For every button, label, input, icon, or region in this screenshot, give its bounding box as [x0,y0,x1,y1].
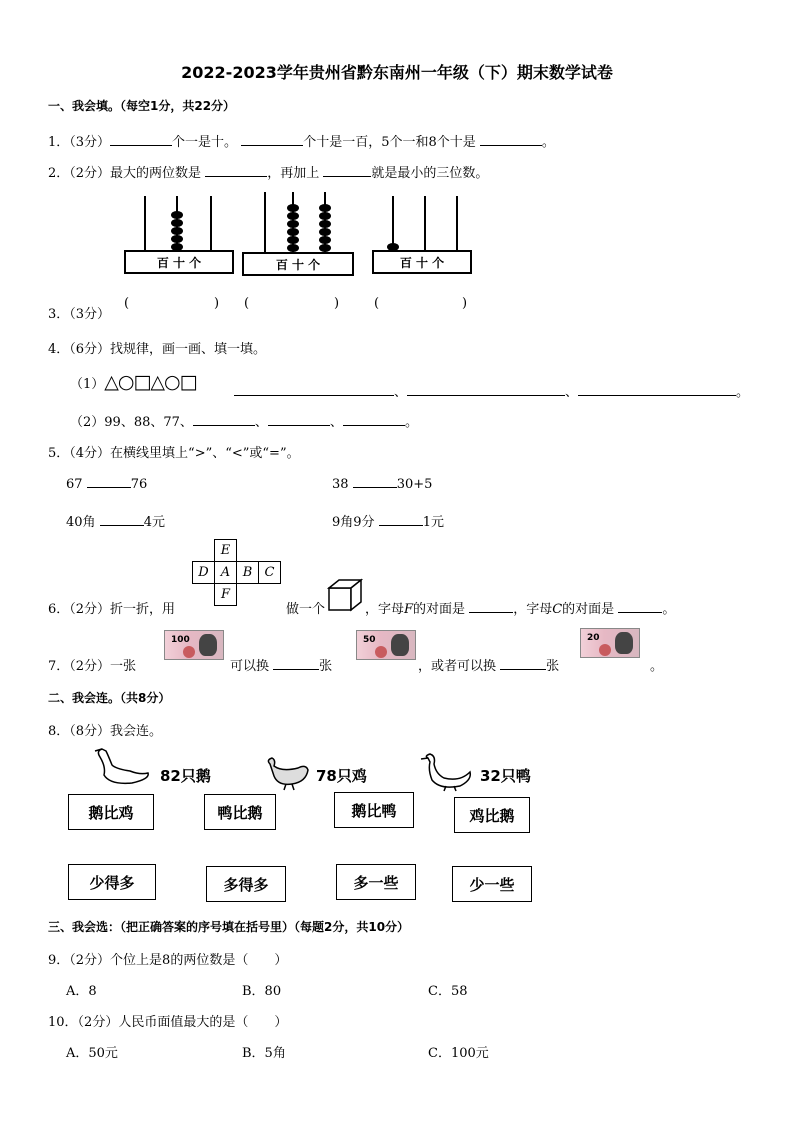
q3-answer-1-open: ( [124,296,130,311]
question-10: 10．（2分）人民币面值最大的是（ ） [48,1015,288,1030]
q6-t1: 做一个 [286,602,326,617]
q5-d-blank[interactable] [379,514,423,526]
q5-b-left: 38 [332,477,349,492]
q6-letter-f: F [404,602,414,617]
q7-middle [230,655,332,674]
q3-answer-3-open: ( [374,296,380,311]
q1-blank-3[interactable] [480,134,542,146]
q2-text-0: 2．（2分）最大的两位数是 [48,166,202,181]
q7-t2: 张 [319,659,333,674]
q10-option-b[interactable]: B．5角 [242,1046,286,1061]
animal-label-chicken: 78只鸡 [316,767,367,785]
q5-c-right: 4元 [143,515,165,530]
animal-label-duck: 32只鸭 [480,767,531,785]
q3-answer-2-close: ) [334,296,340,311]
q1-text-1: 个一是十。 [172,135,238,150]
q5-a-right: 76 [130,477,148,492]
q5-a-blank[interactable] [87,476,131,488]
q9-option-a[interactable]: A．8 [66,984,97,999]
q5-item-b [332,476,432,492]
question-4: 4．（6分）找规律，画一画、填一填。 [48,342,267,357]
q4-p2-end: 。 [404,415,418,430]
section-3-heading: 三、我会选：（把正确答案的序号填在括号里）（每题2分，共10分） [48,920,410,934]
section-2-heading: 二、我会连。（共8分） [48,691,171,705]
q6-t3: 的对面是 [413,602,466,617]
q6-t4: ，字母 [513,602,553,617]
q3-answer-1-close: ) [214,296,220,311]
net-face-c: C [259,562,281,584]
q7-blank-2[interactable] [500,658,546,670]
q5-c-left: 40角 [66,515,96,530]
q5-b-right: 30+5 [396,477,433,492]
banknote-20-image [580,628,640,658]
q9-option-b[interactable]: B．80 [242,984,282,999]
net-face-f: F [215,584,237,606]
q5-a-left: 67 [66,477,83,492]
question-2 [48,162,488,181]
q7-prefix: 7．（2分）一张 [48,659,137,674]
q4-p2-blank-3[interactable] [343,414,405,426]
q4-p1-blank-1[interactable] [234,384,394,396]
net-face-d: D [193,562,215,584]
q1-text-2: 个十是一百，5个一和8个十是 [303,135,476,150]
cube-icon [327,578,363,612]
q4-part-1 [70,371,197,393]
net-face-e: E [215,540,237,562]
q9-option-c[interactable]: C．58 [428,984,468,999]
q7-t1: 可以换 [230,659,270,674]
q7-t3: ，或者可以换 [418,659,497,674]
abacus-1 [124,196,234,276]
note-100-value: 100 [171,635,190,645]
q5-d-left: 9角9分 [332,515,375,530]
q6-letter-c: C [552,602,563,617]
chicken-icon [262,756,312,792]
q10-option-a[interactable]: A．50元 [66,1046,118,1061]
q4-p1-sep-2: 、 [565,385,579,400]
q7-blank-1[interactable] [273,658,319,670]
question-1 [48,131,555,150]
q7-t4: 张 [546,659,560,674]
q4-p2-blank-1[interactable] [193,414,255,426]
animal-label-goose: 82只鹅 [160,767,211,785]
q1-number: 1．（3分） [48,135,111,150]
q2-blank-2[interactable] [323,165,371,177]
note-50-value: 50 [363,635,376,645]
match-bottom-2[interactable]: 多得多 [206,866,286,902]
q4-p1-blank-2[interactable] [407,384,565,396]
q4-p1-blank-3[interactable] [578,384,736,396]
cube-net [192,539,281,606]
abacus-1-label: 百 十 个 [124,250,234,274]
match-top-1[interactable]: 鹅比鸡 [68,794,154,830]
q6-t5: 的对面是 [562,602,615,617]
q4-p1-sep-1: 、 [394,385,408,400]
abacus-2 [242,192,354,278]
match-top-2[interactable]: 鸭比鹅 [204,794,276,830]
q4-p2-text: （2）99、88、77、 [70,415,193,430]
q5-item-a [66,476,147,492]
duck-icon [420,752,476,792]
q2-text-2: 就是最小的三位数。 [371,166,489,181]
abacus-2-label: 百 十 个 [242,252,354,276]
q1-text-3: 。 [541,135,555,150]
q6-t2: ，字母 [365,602,405,617]
page-title: 2022-2023学年贵州省黔东南州一年级（下）期末数学试卷 [181,63,613,82]
shape-pattern: △○□△○□ [104,371,197,393]
match-top-3[interactable]: 鹅比鸭 [334,792,414,828]
q1-blank-1[interactable] [110,134,172,146]
match-bottom-1[interactable]: 少得多 [68,864,156,900]
q7-end [418,655,559,674]
q4-p1-end: 。 [736,385,750,400]
question-3-number: 3．（3分） [48,307,111,322]
q6-blank-2[interactable] [618,601,662,613]
q6-blank-1[interactable] [469,601,513,613]
q2-blank-1[interactable] [205,165,267,177]
abacus-3-label: 百 十 个 [372,250,472,274]
question-9: 9．（2分）个位上是8的两位数是（ ） [48,953,288,968]
section-1-heading: 一、我会填。（每空1分，共22分） [48,99,236,113]
q1-blank-2[interactable] [241,134,303,146]
q5-item-c [66,511,165,530]
q5-item-d [332,511,444,530]
q4-part-1-blanks [234,381,749,400]
goose-icon [92,745,154,789]
abacus-3 [372,196,472,276]
question-5: 5．（4分）在横线里填上“>”、“<”或“=”。 [48,446,300,461]
banknote-50-image [356,630,416,660]
q3-answer-2-open: ( [244,296,250,311]
note-20-value: 20 [587,633,600,643]
q5-b-blank[interactable] [353,476,397,488]
q4-p2-blank-2[interactable] [268,414,330,426]
q4-part-2 [70,411,418,430]
q6-text-rest [365,598,675,617]
match-bottom-3[interactable]: 多一些 [336,864,416,900]
q4-p2-sep-1: 、 [254,415,268,430]
banknote-100-image [164,630,224,660]
net-face-b: B [237,562,259,584]
portrait-icon [391,634,409,656]
q5-c-blank[interactable] [100,514,144,526]
match-top-4[interactable]: 鸡比鹅 [454,797,530,833]
q10-option-c[interactable]: C．100元 [428,1046,489,1061]
q6-text-main [286,598,325,617]
q5-d-right: 1元 [422,515,444,530]
net-face-a: A [215,562,237,584]
q2-text-1: ，再加上 [267,166,320,181]
q3-answer-3-close: ) [462,296,468,311]
question-8: 8．（8分）我会连。 [48,724,163,739]
match-bottom-4[interactable]: 少一些 [452,866,532,902]
q6-text-prefix: 6．（2分）折一折，用 [48,602,176,617]
portrait-icon [615,632,633,654]
q4-p2-sep-2: 、 [329,415,343,430]
q4-p1-label: （1） [70,377,105,392]
q6-t6: 。 [662,602,676,617]
portrait-icon [199,634,217,656]
q7-period: 。 [650,659,664,674]
